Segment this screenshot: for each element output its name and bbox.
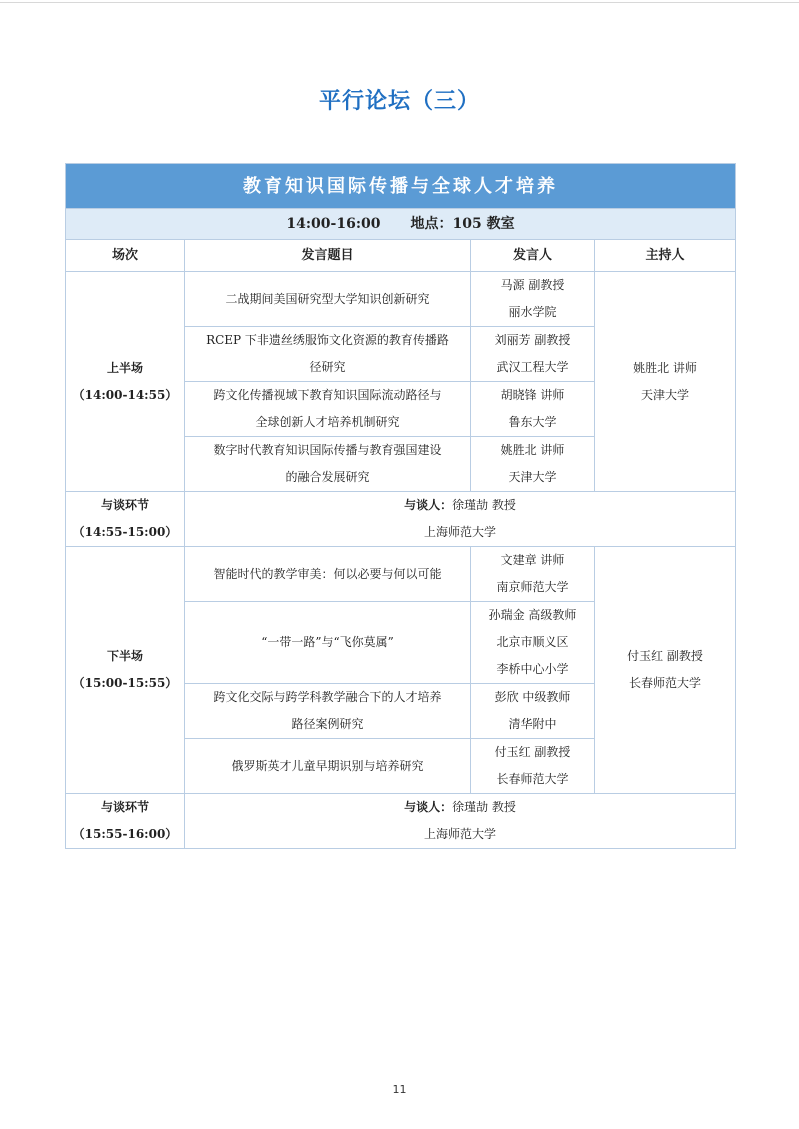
speaker-name: 孙瑞金 高级教师 xyxy=(488,608,577,622)
talk-topic xyxy=(185,327,471,382)
session-first-half xyxy=(66,272,185,492)
discussant-name: 徐瑾劼 教授 xyxy=(452,800,516,814)
topic-line: 跨文化交际与跨学科教学融合下的人才培养 xyxy=(213,690,442,704)
header-topic: 发言题目 xyxy=(185,240,471,272)
talk-topic xyxy=(185,272,471,327)
top-divider xyxy=(0,2,799,3)
session-second-half xyxy=(66,547,185,794)
host-first-half xyxy=(595,272,736,492)
speaker-org: 鲁东大学 xyxy=(508,415,557,429)
talk-speaker xyxy=(471,602,595,684)
talk-topic xyxy=(185,602,471,684)
session-name: 与谈环节 xyxy=(100,800,149,814)
host-org: 天津大学 xyxy=(640,387,689,402)
talk-topic xyxy=(185,547,471,602)
topic-line: 的融合发展研究 xyxy=(285,470,370,484)
speaker-name: 彭欣 中级教师 xyxy=(494,690,571,704)
forum-time: 14:00-16:00 xyxy=(286,215,381,232)
discussant-org: 上海师范大学 xyxy=(423,525,496,539)
speaker-name: 姚胜北 讲师 xyxy=(500,443,565,457)
host-second-half xyxy=(595,547,736,794)
session-discussion-2 xyxy=(66,794,185,849)
speaker-name: 马源 副教授 xyxy=(500,278,565,292)
discussion-row xyxy=(66,794,736,849)
time-location xyxy=(66,209,736,240)
talk-speaker xyxy=(471,684,595,739)
topic-line: 二战期间美国研究型大学知识创新研究 xyxy=(225,291,430,306)
discussant-label: 与谈人： xyxy=(404,498,453,512)
forum-title: 教育知识国际传播与全球人才培养 xyxy=(66,164,736,209)
page-number: 11 xyxy=(392,1083,407,1096)
speaker-org: 清华附中 xyxy=(508,717,557,731)
host-name: 付玉红 副教授 xyxy=(627,649,703,663)
topic-line: 数字时代教育知识国际传播与教育强国建设 xyxy=(213,443,442,457)
topic-line: 全球创新人才培养机制研究 xyxy=(255,415,400,429)
talk-speaker xyxy=(471,272,595,327)
header-session: 场次 xyxy=(66,240,185,272)
table-row xyxy=(66,547,736,602)
talk-topic xyxy=(185,739,471,794)
session-time: （15:55-16:00） xyxy=(72,827,178,841)
topic-line: RCEP 下非遗丝绣服饰文化资源的教育传播路 xyxy=(206,333,449,347)
discussion-row xyxy=(66,492,736,547)
session-time: （14:55-15:00） xyxy=(72,525,178,539)
forum-location: 105 教室 xyxy=(452,215,515,232)
speaker-org: 李桥中心小学 xyxy=(496,662,569,676)
speaker-org: 北京市顺义区 xyxy=(496,635,569,649)
speaker-org: 长春师范大学 xyxy=(496,772,569,786)
header-host: 主持人 xyxy=(595,240,736,272)
speaker-name: 刘丽芳 副教授 xyxy=(494,333,571,347)
topic-line: 路径案例研究 xyxy=(291,717,364,731)
topic-line: “一带一路”与“飞你莫属” xyxy=(261,635,394,649)
talk-speaker xyxy=(471,547,595,602)
forum-title-row xyxy=(66,164,736,209)
discussant-2 xyxy=(185,794,736,849)
time-location-row xyxy=(66,209,736,240)
session-discussion-1 xyxy=(66,492,185,547)
discussant-name: 徐瑾劼 教授 xyxy=(452,498,516,512)
header-speaker: 发言人 xyxy=(471,240,595,272)
page-title: 平行论坛（三） xyxy=(318,89,480,114)
talk-topic xyxy=(185,382,471,437)
speaker-org: 天津大学 xyxy=(508,470,557,484)
session-name: 与谈环节 xyxy=(100,498,149,512)
session-time: （15:00-15:55） xyxy=(72,676,178,690)
speaker-name: 付玉红 副教授 xyxy=(494,745,571,759)
topic-line: 俄罗斯英才儿童早期识别与培养研究 xyxy=(231,758,424,773)
discussant-label: 与谈人： xyxy=(404,800,453,814)
host-org: 长春师范大学 xyxy=(628,676,701,690)
talk-speaker xyxy=(471,327,595,382)
speaker-org: 丽水学院 xyxy=(508,305,557,319)
session-name: 下半场 xyxy=(106,649,143,663)
talk-topic xyxy=(185,437,471,492)
topic-line: 跨文化传播视域下教育知识国际流动路径与 xyxy=(213,388,442,402)
header-row xyxy=(66,240,736,272)
location-label: 地点： xyxy=(410,215,453,232)
speaker-org: 武汉工程大学 xyxy=(496,360,569,374)
speaker-org: 南京师范大学 xyxy=(496,580,569,594)
discussant-org: 上海师范大学 xyxy=(423,827,496,841)
host-name: 姚胜北 讲师 xyxy=(633,360,697,375)
speaker-name: 胡晓锋 讲师 xyxy=(500,388,565,402)
session-time: （14:00-14:55） xyxy=(72,387,178,402)
discussant-1 xyxy=(185,492,736,547)
talk-speaker xyxy=(471,437,595,492)
schedule-table xyxy=(65,163,736,849)
topic-line: 智能时代的教学审美：何以必要与何以可能 xyxy=(213,566,442,581)
speaker-name: 文建章 讲师 xyxy=(500,553,565,567)
talk-speaker xyxy=(471,739,595,794)
topic-line: 径研究 xyxy=(309,360,346,374)
talk-speaker xyxy=(471,382,595,437)
session-name: 上半场 xyxy=(106,360,143,375)
table-row xyxy=(66,272,736,327)
talk-topic xyxy=(185,684,471,739)
